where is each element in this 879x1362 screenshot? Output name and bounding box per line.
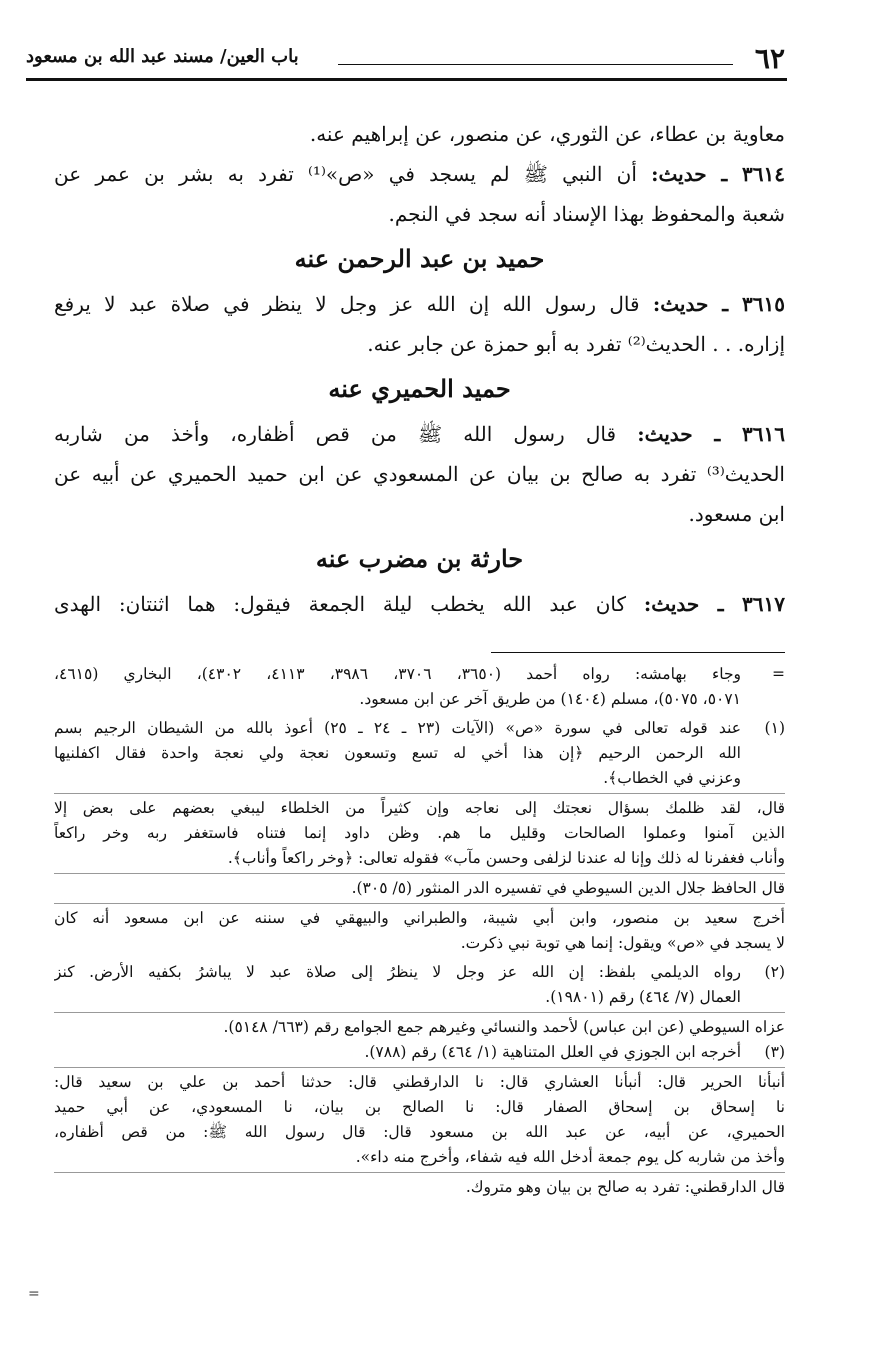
footnote-3-chain (54, 1070, 785, 1170)
footnote-line: نا إسحاق بن إسحاق الصفار قال: نا الصالح بن بيان، نا المسعودي، عن أبي حميد (54, 1098, 785, 1116)
running-title: باب العين/ مسند عبد الله بن مسعود (26, 46, 299, 67)
footnote-line: وجاء بهامشه: رواه أحمد (٣٦٥٠، ٣٧٠٦، ٣٩٨٦، ٤١١٣، ٤٣٠٢)، البخاري (٤٦١٥، (54, 665, 741, 683)
footnote-number: (١) (764, 719, 785, 737)
header-dash (338, 64, 733, 65)
footnote-line: أخرجه ابن الجوزي في العلل المتناهية (١/ ٤٦٤) رقم (٧٨٨). (364, 1043, 741, 1061)
hadith-number: ٣٦١٥ ـ حديث: (652, 292, 785, 316)
footnote-continuation (54, 662, 785, 712)
section-heading: حارثة بن مضرب عنه (315, 544, 524, 573)
footnote-separator (54, 1172, 785, 1173)
footnote-line: قال الحافظ جلال الدين السيوطي في تفسيره الدر المنثور (٥/ ٣٠٥). (351, 879, 785, 897)
hadith-text: قال رسول الله ﷺ من قص أظفاره، وأخذ من شاربه (54, 422, 617, 446)
footnote-line: وعزني في الخطاب﴾. (603, 769, 741, 787)
continuation-mark: = (772, 665, 785, 683)
footnote-separator (54, 793, 785, 794)
footnote-separator (54, 1012, 785, 1013)
footnote-separator (54, 1067, 785, 1068)
page-number: ٦٢ (754, 42, 785, 75)
footnote-line: لا يسجد في «ص» ويقول: إنما هي توبة نبي ذكرت. (460, 934, 785, 952)
main-text (54, 114, 785, 624)
hadith-3617-line (54, 584, 785, 624)
text-line: ابن مسعود. (688, 502, 785, 526)
hadith-text: قال رسول الله إن الله عز وجل لا ينظر في صلاة عبد لا يرفع (54, 292, 640, 316)
footnote-2 (54, 960, 785, 1010)
footnote-line: الذين آمنوا وعملوا الصالحات وقليل ما هم. وظن داود إنما فتناه فاستغفر ربه وخر راكعاً (54, 824, 785, 842)
footnote-line: أخرج سعيد بن منصور، وابن أبي شيبة، والطبراني والبيهقي في سننه عن ابن مسعود أنه كان (54, 909, 785, 927)
footnote-line: قال، لقد ظلمك بسؤال نعجتك إلى نعاجه وإن كثيراً من الخلطاء ليبغي بعضهم على بعض إلا (54, 799, 785, 817)
footnote-1 (54, 716, 785, 791)
text-line: معاوية بن عطاء، عن الثوري، عن منصور، عن إبراهيم عنه. (309, 122, 785, 146)
text-line: شعبة والمحفوظ بهذا الإسناد أنه سجد في النجم. (388, 202, 785, 226)
text-line: إزاره. . . الحديث⁽²⁾ تفرد به أبو حمزة عن جابر عنه. (367, 332, 785, 356)
hadith-3616-line (54, 414, 785, 454)
footnote-line: الحميري، عن أبيه، عن عبد الله بن مسعود قال: قال رسول الله ﷺ: من قص أظفاره، (54, 1123, 785, 1141)
footnotes (54, 662, 785, 1200)
footnote-line: عزاه السيوطي (عن ابن عباس) لأحمد والنسائي وغيرهم جمع الجوامع رقم (٦٦٣/ ٥١٤٨). (223, 1018, 785, 1036)
footnote-line: أنبأنا الحرير قال: أنبأنا العشاري قال: نا الدارقطني قال: حدثنا أحمد بن علي بن سعيد قال: (54, 1073, 785, 1091)
footnote-number: (٣) (764, 1043, 785, 1061)
footnote-line: ٥٠٧١، ٥٠٧٥)، مسلم (١٤٠٤) من طريق آخر عن ابن مسعود. (359, 690, 741, 708)
footnote-line: قال الدارقطني: تفرد به صالح بن بيان وهو متروك. (465, 1178, 785, 1196)
section-heading: حميد بن عبد الرحمن عنه (294, 244, 545, 273)
hadith-3615-line (54, 284, 785, 324)
footnote-line: رواه الديلمي بلفظ: إن الله عز وجل لا ينظرُ إلى صلاة عبد لا يباشرُ بكفيه الأرض. كنز (54, 963, 741, 981)
footnote-1-quote (54, 796, 785, 871)
footnote-1-source (54, 906, 785, 956)
hadith-number: ٣٦١٦ ـ حديث: (637, 422, 785, 446)
footnote-divider (491, 652, 785, 653)
text-line: الحديث⁽³⁾ تفرد به صالح بن بيان عن المسعودي عن ابن حميد الحميري عن أبيه عن (54, 462, 785, 486)
footnote-line: الله الرحمن الرحيم ﴿إن هذا أخي له تسع وتسعون نعجة ولي نعجة واحدة فقال اكفلنيها (54, 744, 741, 762)
footnote-separator (54, 903, 785, 904)
footnote-line: عند قوله تعالى في سورة «ص» (الآيات (٢٣ ـ ٢٤ ـ ٢٥) أعوذ بالله من الشيطان الرجيم بسم (54, 719, 741, 737)
hadith-text: كان عبد الله يخطب ليلة الجمعة فيقول: هما اثنتان: الهدى (54, 592, 626, 616)
hadith-text: أن النبي ﷺ لم يسجد في «ص»⁽¹⁾ تفرد به بشر بن عمر عن (54, 162, 637, 186)
hadith-number: ٣٦١٤ ـ حديث: (651, 162, 785, 186)
footnote-number: (٢) (764, 963, 785, 981)
hadith-3614-line (54, 154, 785, 194)
footnote-line: العمال (٧/ ٤٦٤) رقم (١٩٨٠١). (545, 988, 741, 1006)
hadith-number: ٣٦١٧ ـ حديث: (643, 592, 785, 616)
footnote-line: وأخذ من شاربه كل يوم جمعة أدخل الله فيه شفاء، وأخرج منه داء». (355, 1148, 785, 1166)
page-header (26, 42, 785, 82)
header-rule (26, 78, 787, 81)
footnote-3 (54, 1040, 785, 1065)
footnote-separator (54, 873, 785, 874)
margin-mark: = (28, 1286, 40, 1302)
footnote-line: وأناب فغفرنا له ذلك وإنا له عندنا لزلفى وحسن مآب» فقوله تعالى: ﴿وخر راكعاً وأناب﴾. (227, 849, 785, 867)
section-heading: حميد الحميري عنه (328, 374, 511, 403)
